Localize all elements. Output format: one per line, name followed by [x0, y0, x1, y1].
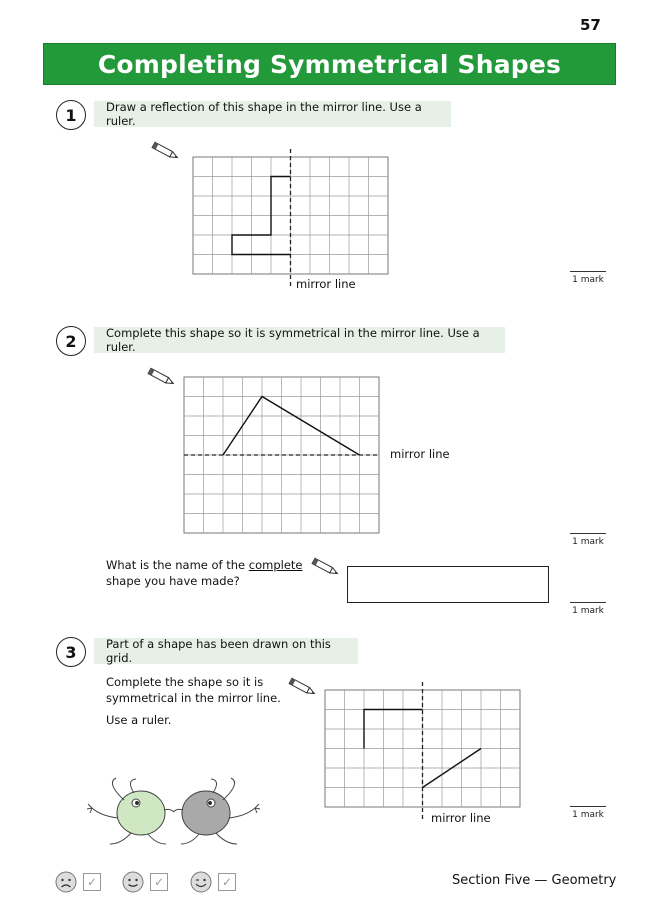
- question-3-text: [106, 674, 281, 728]
- question-number-1: 1: [56, 100, 86, 130]
- sad-face-icon: [55, 871, 77, 893]
- mark-label-1: 1 mark: [570, 271, 606, 285]
- mirror-creatures-illustration: [86, 778, 276, 848]
- self-assessment-neutral: [122, 871, 168, 893]
- question-number-2: 2: [56, 326, 86, 356]
- page-title: Completing Symmetrical Shapes: [97, 49, 562, 79]
- question-3-instruction-text: Part of a shape has been drawn on this grid.: [106, 637, 331, 665]
- grid-question-1[interactable]: [193, 157, 388, 274]
- question-2-instruction: [94, 327, 505, 353]
- pencil-icon: [310, 556, 340, 578]
- question-3-instruction: [94, 638, 358, 664]
- grid-question-3[interactable]: [325, 690, 520, 807]
- mark-label-2: 1 mark: [570, 533, 606, 547]
- self-assessment-happy: [190, 871, 236, 893]
- wink-face-icon: [190, 871, 212, 893]
- checkbox-happy[interactable]: ✓: [218, 873, 236, 891]
- question-1-instruction: [94, 101, 451, 127]
- footer-section-label: Section Five — Geometry: [452, 873, 617, 888]
- mirror-line-label-3: mirror line: [431, 811, 491, 825]
- title-banner: [43, 43, 616, 85]
- question-3-text-line-1: Complete the shape so it is: [106, 675, 264, 689]
- subquestion-underlined-word: complete: [248, 558, 303, 572]
- pencil-icon: [146, 366, 176, 388]
- subquestion-text-1: What is the name of the: [106, 558, 249, 572]
- question-number-3: 3: [56, 637, 86, 667]
- mirror-line-label-1: mirror line: [296, 277, 356, 291]
- pencil-icon: [150, 140, 180, 162]
- checkbox-neutral[interactable]: ✓: [150, 873, 168, 891]
- question-1-instruction-text: Draw a reflection of this shape in the mirror line. Use a ruler.: [106, 100, 422, 128]
- page-number: 57: [580, 16, 601, 34]
- smile-face-icon: [122, 871, 144, 893]
- answer-box[interactable]: [347, 566, 549, 603]
- mirror-line-label-2: mirror line: [390, 447, 450, 461]
- question-3-text-line-2: symmetrical in the mirror line.: [106, 691, 281, 705]
- subquestion-text-2: shape you have made?: [106, 574, 240, 588]
- mark-label-3: 1 mark: [570, 602, 606, 616]
- self-assessment-sad: [55, 871, 101, 893]
- question-3-text-line-3: Use a ruler.: [106, 713, 172, 727]
- grid-question-2[interactable]: [184, 377, 379, 533]
- mark-label-4: 1 mark: [570, 806, 606, 820]
- question-2-instruction-text: Complete this shape so it is symmetrical in the mirror line. Use a ruler.: [106, 326, 480, 354]
- question-2-subquestion: [106, 557, 303, 589]
- pencil-icon: [287, 676, 317, 698]
- checkbox-sad[interactable]: ✓: [83, 873, 101, 891]
